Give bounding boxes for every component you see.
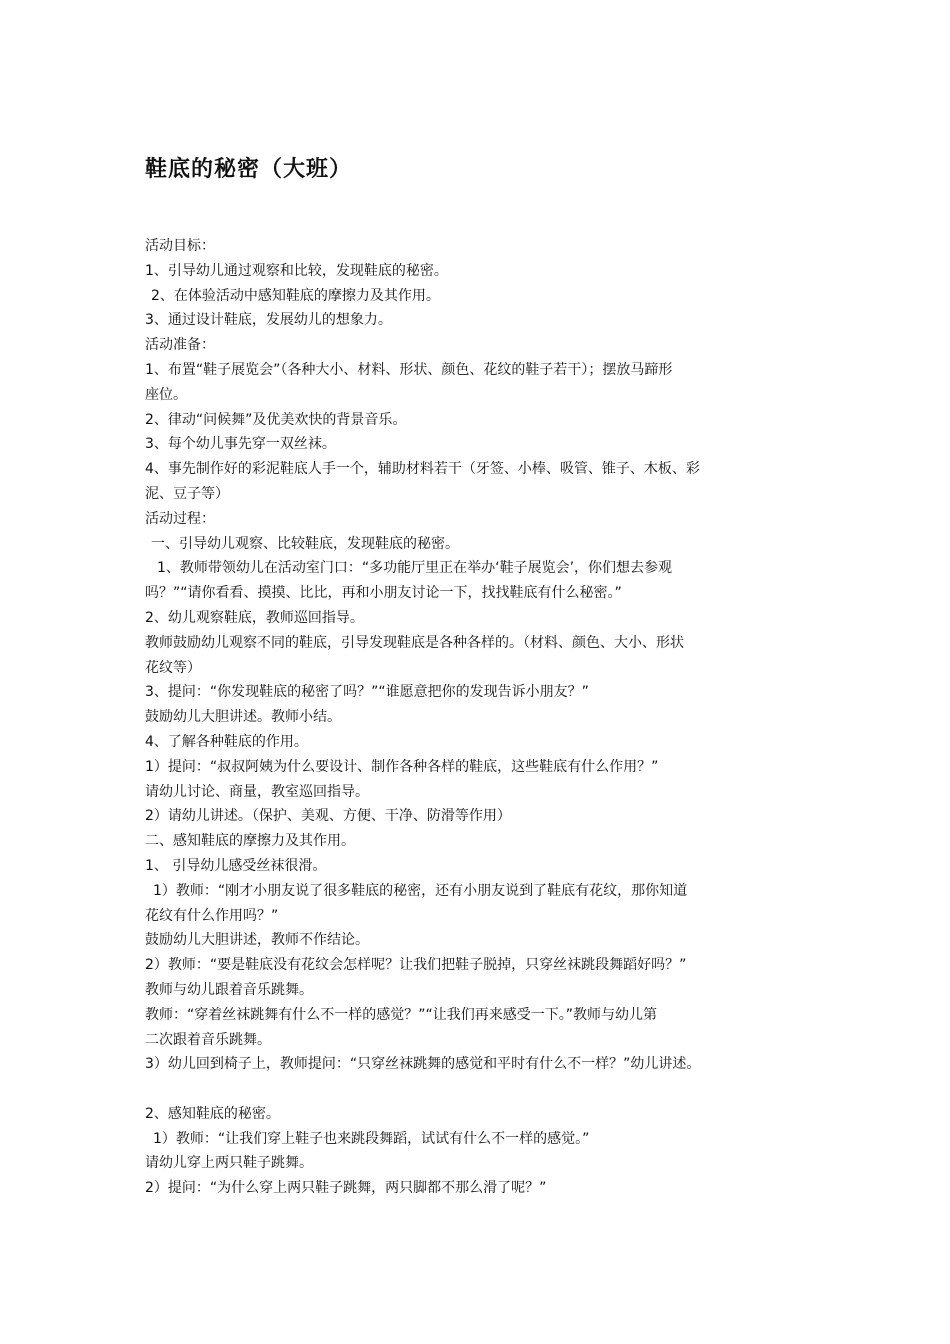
process-paragraph: 教师与幼儿跟着音乐跳舞。 xyxy=(145,981,313,998)
preparation-item-cont: 座位。 xyxy=(145,386,187,403)
document-title: 鞋底的秘密（大班） xyxy=(145,157,353,182)
section-heading-process: 活动过程： xyxy=(145,510,215,527)
preparation-item: 1、布置“鞋子展览会”（各种大小、材料、形状、颜色、花纹的鞋子若干）；摆放马蹄形 xyxy=(145,361,673,378)
process-paragraph: 2、感知鞋底的秘密。 xyxy=(145,1105,280,1122)
process-paragraph: 2、幼儿观察鞋底，教师巡回指导。 xyxy=(145,609,364,626)
process-paragraph: 1、 引导幼儿感受丝袜很滑。 xyxy=(145,857,327,874)
blank-line xyxy=(145,1077,825,1102)
process-paragraph: 3、提问：“你发现鞋底的秘密了吗？”“谁愿意把你的发现告诉小朋友？” xyxy=(145,684,589,701)
process-paragraph: 教师鼓励幼儿观察不同的鞋底，引导发现鞋底是各种各样的。（材料、颜色、大小、形状 xyxy=(145,634,684,651)
goal-item: 2、在体验活动中感知鞋底的摩擦力及其作用。 xyxy=(151,287,440,304)
process-paragraph: 教师：“穿着丝袜跳舞有什么不一样的感觉？”“让我们再来感受一下。”教师与幼儿第 xyxy=(145,1006,658,1023)
preparation-item-cont: 泥、豆子等） xyxy=(145,485,229,502)
process-paragraph-cont: 花纹等） xyxy=(145,659,201,676)
process-step-heading: 一、引导幼儿观察、比较鞋底，发现鞋底的秘密。 xyxy=(151,535,459,552)
process-paragraph-cont: 二次跟着音乐跳舞。 xyxy=(145,1031,271,1048)
process-paragraph: 鼓励幼儿大胆讲述，教师不作结论。 xyxy=(145,932,369,949)
process-paragraph: 1）教师：“刚才小朋友说了很多鞋底的秘密，还有小朋友说到了鞋底有花纹，那你知道 xyxy=(153,882,688,899)
process-paragraph: 请幼儿穿上两只鞋子跳舞。 xyxy=(145,1155,313,1172)
process-paragraph: 2）提问：“为什么穿上两只鞋子跳舞，两只脚都不那么滑了呢？” xyxy=(145,1180,547,1197)
preparation-item: 2、律动“问候舞”及优美欢快的背景音乐。 xyxy=(145,411,407,428)
process-paragraph-cont: 吗？”“请你看看、摸摸、比比，再和小朋友讨论一下，找找鞋底有什么秘密。” xyxy=(145,585,622,602)
process-paragraph: 1、教师带领幼儿在活动室门口：“多功能厅里正在举办‘鞋子展览会’，你们想去参观 xyxy=(157,560,673,577)
preparation-item: 3、每个幼儿事先穿一双丝袜。 xyxy=(145,436,336,453)
process-step-heading: 二、感知鞋底的摩擦力及其作用。 xyxy=(145,833,355,850)
goal-item: 3、通过设计鞋底，发展幼儿的想象力。 xyxy=(145,312,392,329)
goal-item: 1、引导幼儿通过观察和比较，发现鞋底的秘密。 xyxy=(145,262,448,279)
process-paragraph: 4、了解各种鞋底的作用。 xyxy=(145,733,308,750)
document-body xyxy=(145,234,825,1201)
process-paragraph: 2）教师：“要是鞋底没有花纹会怎样呢？让我们把鞋子脱掉，只穿丝袜跳段舞蹈好吗？” xyxy=(145,957,687,974)
section-heading-goals: 活动目标： xyxy=(145,238,215,254)
process-paragraph: 3）幼儿回到椅子上，教师提问：“只穿丝袜跳舞的感觉和平时有什么不一样？”幼儿讲述。 xyxy=(145,1056,701,1073)
process-paragraph: 1）教师：“让我们穿上鞋子也来跳段舞蹈，试试有什么不一样的感觉。” xyxy=(153,1130,590,1147)
preparation-item: 4、事先制作好的彩泥鞋底人手一个，辅助材料若干（牙签、小棒、吸管、锥子、木板、彩 xyxy=(145,461,700,478)
process-paragraph-cont: 花纹有什么作用吗？” xyxy=(145,907,279,924)
section-heading-preparation: 活动准备： xyxy=(145,337,215,354)
process-paragraph: 鼓励幼儿大胆讲述。教师小结。 xyxy=(145,709,341,726)
process-paragraph: 1）提问：“叔叔阿姨为什么要设计、制作各种各样的鞋底，这些鞋底有什么作用？” xyxy=(145,758,659,775)
process-paragraph: 请幼儿讨论、商量，教室巡回指导。 xyxy=(145,783,369,800)
process-paragraph: 2）请幼儿讲述。（保护、美观、方便、干净、防滑等作用） xyxy=(145,808,511,825)
